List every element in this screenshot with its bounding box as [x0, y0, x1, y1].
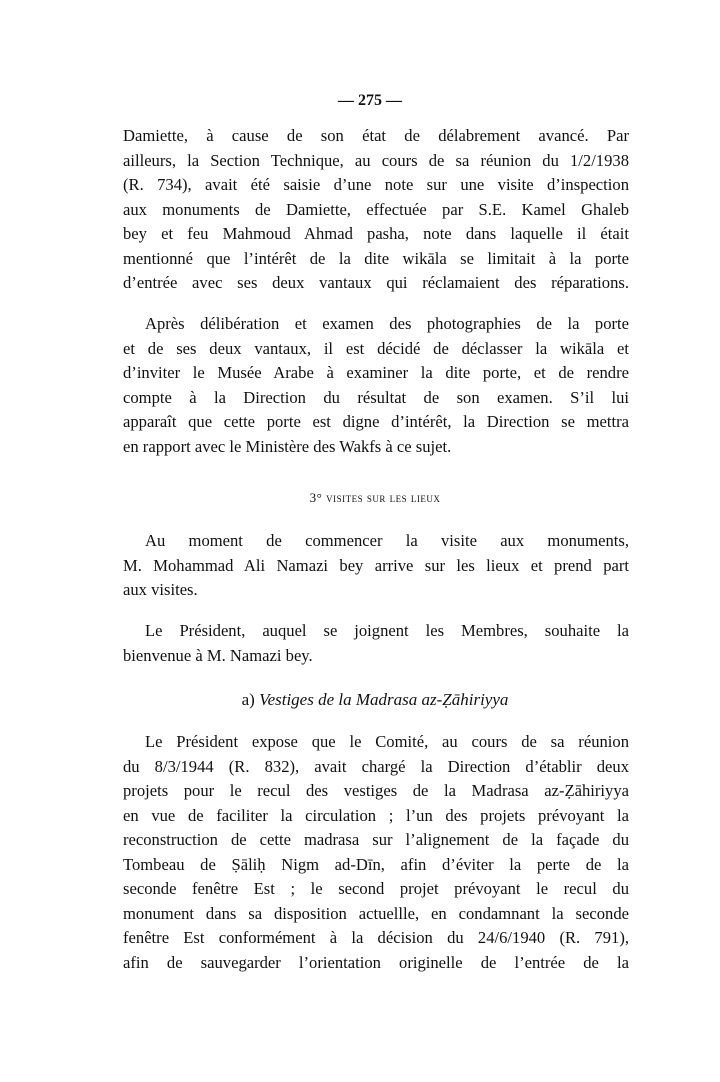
- paragraph-4: [123, 619, 629, 668]
- text-line: afin de sauvegarder l’orientation originelle de l’entrée de la: [123, 952, 629, 972]
- paragraph-1: [123, 124, 629, 296]
- text-line: aux monuments de Damiette, effectuée par S.E. Kamel Ghaleb: [123, 199, 629, 219]
- paragraph-3: [123, 529, 629, 603]
- text-line: Damiette, à cause de son état de délabrement avancé. Par: [123, 126, 629, 145]
- paragraph-2: [123, 312, 629, 459]
- text-line: bey et feu Mahmoud Ahmad pasha, note dans laquelle il était: [123, 224, 629, 243]
- text-line: apparaît que cette porte est digne d’intérêt, la Direction se mettra: [123, 412, 629, 431]
- subsection-heading: [0, 690, 720, 710]
- text-line: monument dans sa disposition actuellle, en condamnant la seconde: [123, 903, 629, 923]
- text-line: projets pour le recul des vestiges de la Madrasa az-Ẓāhiriyya: [123, 781, 629, 800]
- text-line: seconde fenêtre Est ; le second projet prévoyant le recul du: [123, 879, 629, 898]
- section-heading: 3° visites sur les lieux: [309, 490, 441, 505]
- subsection-title: Vestiges de la Madrasa az-Ẓāhiriyya: [259, 690, 509, 709]
- text-line: d’inviter le Musée Arabe à examiner la dite porte, et de rendre: [123, 363, 629, 382]
- text-line: fenêtre Est conformément à la décision du 24/6/1940 (R. 791),: [123, 928, 629, 947]
- text-line: compte à la Direction du résultat de son examen. S’il lui: [123, 387, 629, 407]
- text-line: (R. 734), avait été saisie d’une note sur une visite d’inspection: [123, 175, 629, 194]
- text-line: reconstruction de cette madrasa sur l’alignement de la façade du: [123, 830, 629, 849]
- text-line: Après délibération et examen des photographies de la porte: [145, 314, 629, 333]
- text-line: en rapport avec le Ministère des Wakfs à ce sujet.: [123, 436, 452, 456]
- subsection-prefix: a): [241, 690, 255, 709]
- text-line: Le Président expose que le Comité, au cours de sa réunion: [145, 732, 629, 751]
- text-line: d’entrée avec ses deux vantaux qui réclamaient des réparations.: [123, 273, 629, 292]
- text-line: du 8/3/1944 (R. 832), avait chargé la Direction d’établir deux: [123, 756, 629, 776]
- text-line: en vue de faciliter la circulation ; l’un des projets prévoyant la: [123, 805, 629, 825]
- text-line: Tombeau de Ṣāliḥ Nigm ad-Dīn, afin d’éviter la perte de la: [123, 854, 629, 874]
- text-line: mentionné que l’intérêt de la dite wikāla se limitait à la porte: [123, 248, 629, 268]
- text-line: Au moment de commencer la visite aux monuments,: [145, 531, 629, 550]
- page-number: — 275 —: [338, 92, 402, 109]
- paragraph-5: [123, 730, 629, 975]
- text-line: bienvenue à M. Namazi bey.: [123, 645, 313, 665]
- text-line: et de ses deux vantaux, il est décidé de déclasser la wikāla et: [123, 338, 629, 358]
- text-line: ailleurs, la Section Technique, au cours de sa réunion du 1/2/1938: [123, 150, 629, 170]
- text-line: Le Président, auquel se joignent les Membres, souhaite la: [145, 621, 629, 640]
- text-line: M. Mohammad Ali Namazi bey arrive sur les lieux et prend part: [123, 555, 629, 575]
- text-line: aux visites.: [123, 580, 198, 599]
